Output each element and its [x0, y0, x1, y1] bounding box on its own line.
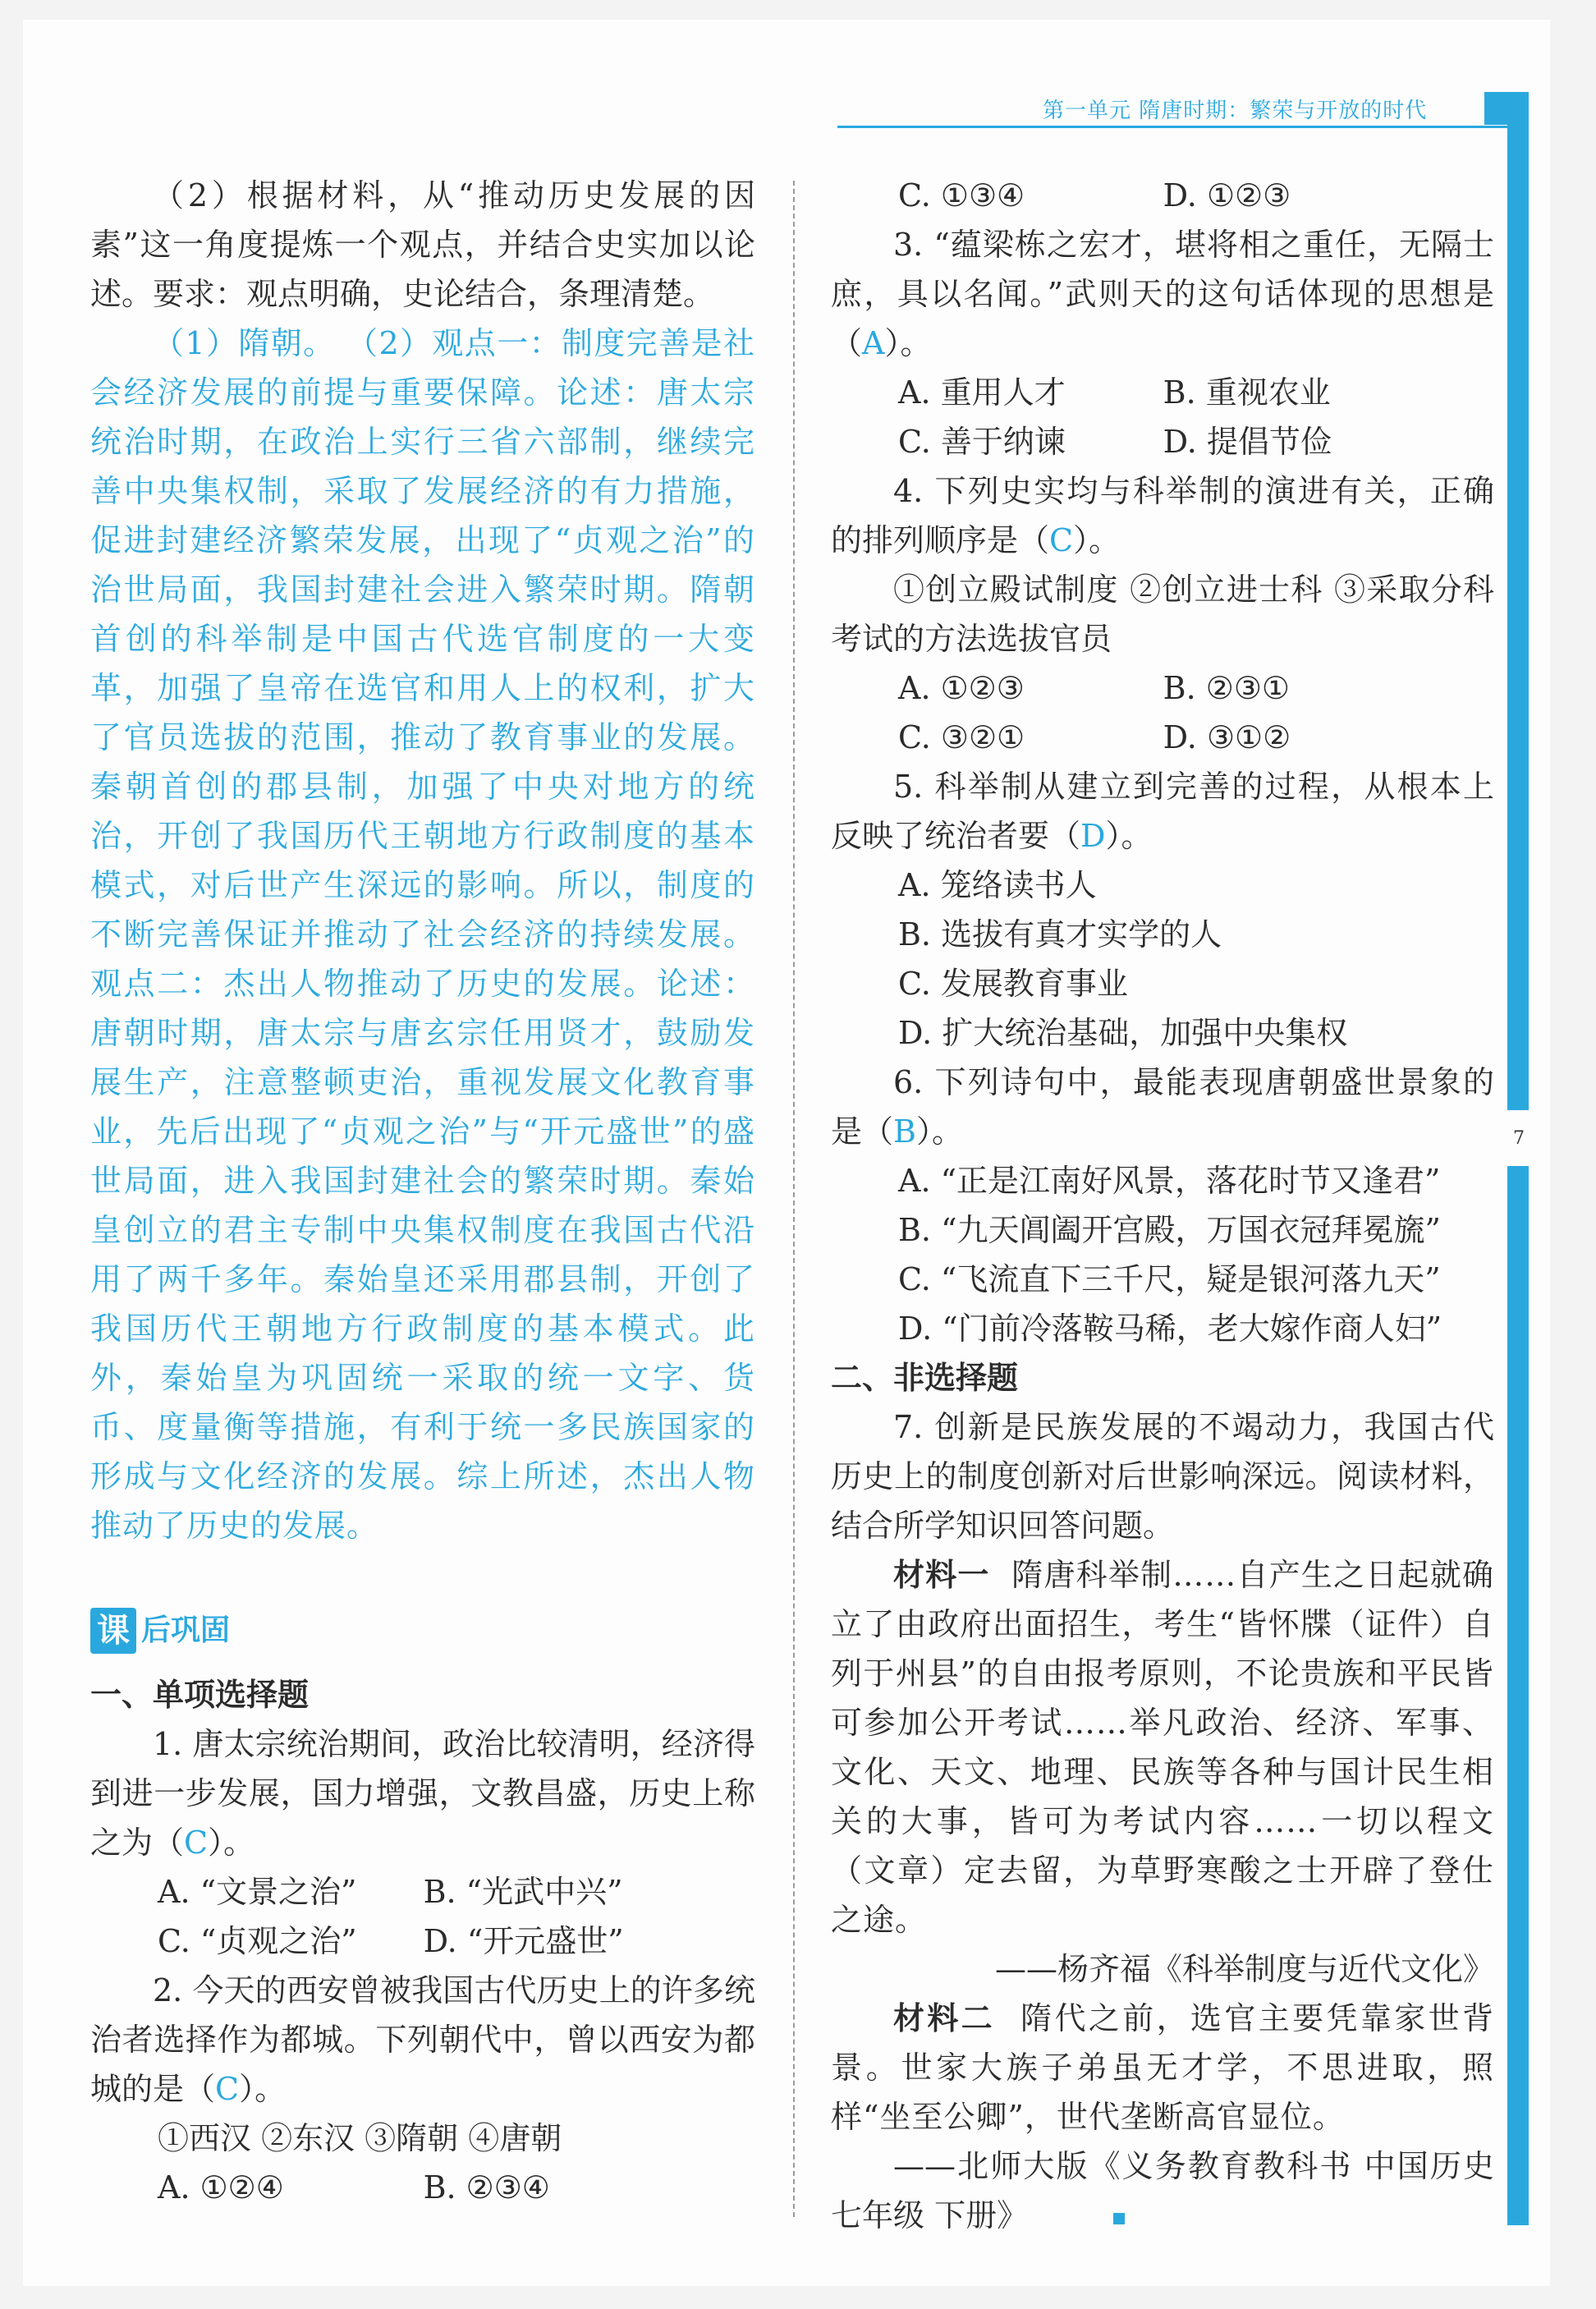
option: B. “光武中兴” — [423, 1874, 623, 1910]
left-column — [90, 171, 755, 2212]
header-rule — [837, 126, 1511, 128]
column-divider — [793, 181, 795, 2217]
q4-options-row-1 — [831, 663, 1494, 713]
option: A. ①②③ — [898, 670, 1025, 706]
question-1: 1. 唐太宗统治期间，政治比较清明，经济得到进一步发展，国力增强，文教昌盛，历史上称之为（C）。 — [90, 1726, 755, 1861]
option: D. “门前冷落鞍马稀，老大嫁作商人妇” — [898, 1311, 1442, 1347]
material-1-label: 材料一 — [893, 1556, 990, 1593]
option: C. “飞流直下三千尺，疑是银河落九天” — [898, 1261, 1441, 1297]
section-heading-2: 二、非选择题 — [831, 1360, 1019, 1396]
page-number: 7 — [1513, 1128, 1525, 1149]
q4-options-row-2 — [831, 713, 1494, 762]
option: C. “贞观之治” — [158, 1923, 357, 1959]
right-column — [831, 171, 1494, 2240]
question-4: 4. 下列史实均与科举制的演进有关，正确的排列顺序是（C）。 — [831, 473, 1494, 558]
option: D. ③①② — [1163, 719, 1291, 755]
question-6: 6. 下列诗句中，最能表现唐朝盛世景象的是（B）。 — [831, 1064, 1494, 1150]
option: D. 扩大统治基础，加强中央集权 — [898, 1015, 1348, 1051]
material-1: 材料一 隋唐科举制……自产生之日起就确立了由政府出面招生，考生“皆怀牒（证件）自列于州县”的自由报考原则，不论贵族和平民皆可参加公开考试……举凡政治、经济、军事、文化、天文、地理、民族等各种与国计民生相关的大事，皆可为考试内容……一切以程文（文章）定去留，为草野寒酸之士开辟了登仕之途。 — [831, 1556, 1494, 1938]
option: B. ②③① — [1163, 670, 1290, 706]
q1-options-row-2 — [90, 1917, 755, 1966]
q3-options-row-1 — [831, 368, 1494, 417]
q4-items: ①创立殿试制度 ②创立进士科 ③采取分科考试的方法选拔官员 — [831, 572, 1494, 657]
question-5: 5. 科举制从建立到完善的过程，从根本上反映了统治者要（D）。 — [831, 769, 1494, 854]
option: D. 提倡节俭 — [1163, 424, 1332, 460]
q3-options-row-2 — [831, 417, 1494, 466]
answer-q3: A — [862, 325, 885, 361]
question-2-part-2: （2）根据材料，从“推动历史发展的因素”这一角度提炼一个观点，并结合史实加以论述。要求：观点明确，史论结合，条理清楚。 — [90, 177, 755, 312]
q2-options-row-2 — [831, 171, 1494, 220]
option: C. 善于纳谏 — [898, 424, 1066, 460]
running-header: 第一单元 隋唐时期：繁荣与开放的时代 — [1043, 99, 1428, 123]
q1-options-row-1 — [90, 1867, 755, 1917]
section-heading-1: 一、单项选择题 — [90, 1677, 310, 1713]
option: A. ①②④ — [158, 2169, 284, 2206]
edge-bar-upper — [1507, 92, 1529, 1110]
option: A. 笼络读书人 — [898, 867, 1097, 903]
answer-q5: D — [1080, 818, 1106, 854]
edge-bar-lower — [1507, 1166, 1529, 2225]
option: D. “开元盛世” — [423, 1923, 624, 1959]
option: C. ③②① — [898, 719, 1025, 755]
material-2-source: ——北师大版《义务教育教科书 中国历史 七年级 下册》 — [831, 2148, 1494, 2233]
q2-items: ①西汉 ②东汉 ③隋朝 ④唐朝 — [158, 2120, 562, 2156]
option: C. ①③④ — [898, 177, 1025, 213]
option: B. ②③④ — [423, 2169, 550, 2206]
material-2-label: 材料二 — [893, 1999, 996, 2036]
question-2: 2. 今天的西安曾被我国古代历史上的许多统治者选择作为都城。下列朝代中，曾以西安为都城的是（C）。 — [90, 1972, 755, 2107]
option: A. 重用人才 — [898, 374, 1066, 411]
answer-q4: C — [1049, 522, 1074, 558]
option: C. 发展教育事业 — [898, 966, 1128, 1002]
option: B. 选拔有真才实学的人 — [898, 916, 1222, 953]
option: D. ①②③ — [1163, 177, 1291, 213]
answer-q2: C — [215, 2071, 240, 2107]
material-1-source: ——杨齐福《科举制度与近代文化》 — [994, 1951, 1494, 1987]
answer-q6: B — [893, 1113, 916, 1150]
answer-q1: C — [184, 1825, 209, 1861]
material-2: 材料二 隋代之前，选官主要凭靠家世背景。世家大族子弟虽无才学，不思进取，照样“坐至公卿”，世代垄断高官显位。 — [831, 1999, 1494, 2135]
ke-badge-icon: 课 — [90, 1608, 136, 1654]
option: B. “九天阊阖开宫殿，万国衣冠拜冕旒” — [898, 1212, 1441, 1248]
q2-options-row-1 — [90, 2163, 755, 2212]
option: A. “文景之治” — [158, 1874, 357, 1910]
question-3: 3. “蕴梁栋之宏才，堪将相之重任，无隔士庶，具以名闻。”武则天的这句话体现的思想是（A）。 — [831, 227, 1494, 361]
question-7: 7. 创新是民族发展的不竭动力，我国古代历史上的制度创新对后世影响深远。阅读材料，结合所学知识回答问题。 — [831, 1409, 1494, 1544]
option: A. “正是江南好风景，落花时节又逢君” — [898, 1163, 1441, 1199]
section-banner-title: 后巩固 — [141, 1614, 231, 1647]
answer-text: （1）隋朝。 （2）观点一：制度完善是社会经济发展的前提与重要保障。论述：唐太宗统治时期，在政治上实行三省六部制，继续完善中央集权制，采取了发展经济的有力措施，促进封建经济繁荣发展，出现了“贞观之治”的治世局面，我国封建社会进入繁荣时期。隋朝首创的科举制是中国古代选官制度的一大变革，加强了皇帝在选官和用人上的权利，扩大了官员选拔的范围，推动了教育事业的发展。秦朝首创的郡县制，加强了中央对地方的统治，开创了我国历代王朝地方行政制度的基本模式，对后世产生深远的影响。所以，制度的不断完善保证并推动了社会经济的持续发展。 观点二：杰出人物推动了历史的发展。论述：唐朝时期，唐太宗与唐玄宗任用贤才，鼓励发展生产，注意整顿吏治，重视发展文化教育事业，先后出现了“贞观之治”与“开元盛世”的盛世局面，进入我国封建社会的繁荣时期。秦始皇创立的君主专制中央集权制度在我国古代沿用了两千多年。秦始皇还采用郡县制，开创了我国历代王朝地方行政制度的基本模式。此外，秦始皇为巩固统一采取的统一文字、货币、度量衡等措施，有利于统一多民族国家的形成与文化经济的发展。综上所述，杰出人物推动了历史的发展。 — [90, 325, 755, 1544]
option: B. 重视农业 — [1163, 374, 1331, 411]
section-banner — [90, 1606, 755, 1655]
